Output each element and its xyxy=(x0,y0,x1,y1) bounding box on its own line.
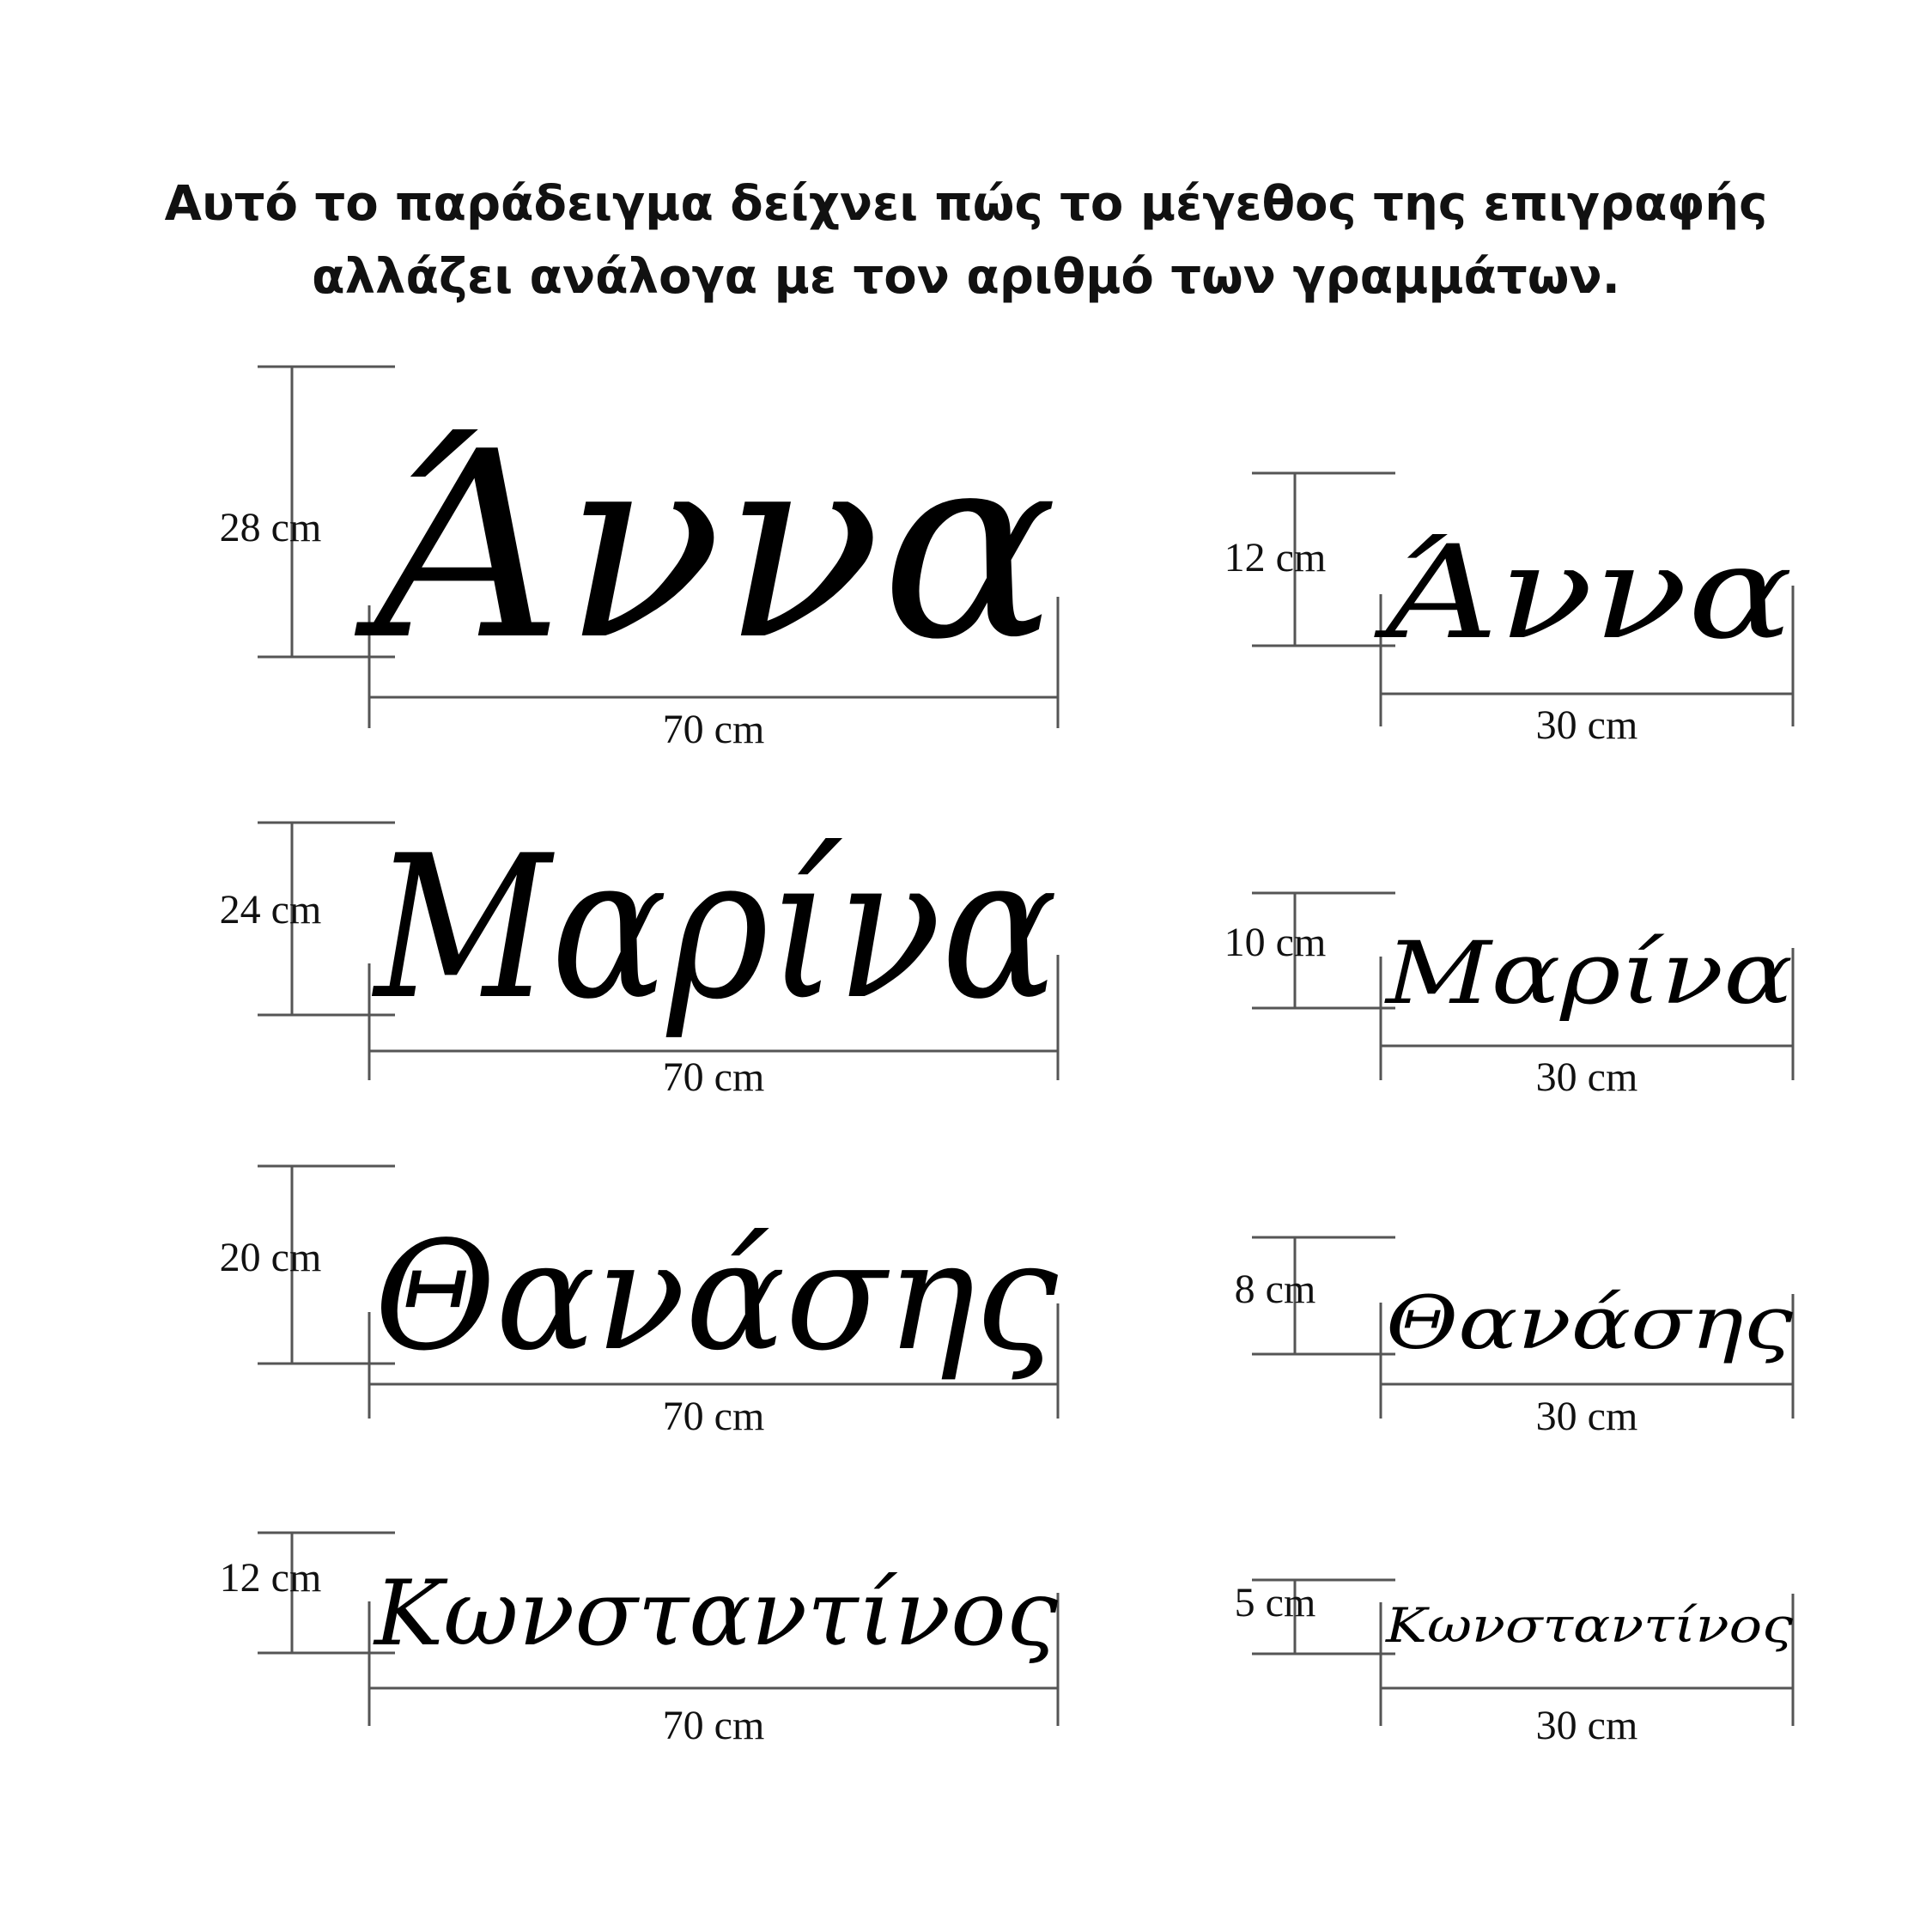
height-label: 12 cm xyxy=(1224,535,1327,580)
width-label: 30 cm xyxy=(1535,1054,1638,1100)
example-1-small xyxy=(1224,473,1793,748)
width-label: 70 cm xyxy=(662,1054,765,1100)
height-label: 12 cm xyxy=(219,1555,322,1601)
height-label: 5 cm xyxy=(1234,1580,1316,1625)
width-label: 70 cm xyxy=(662,707,765,752)
name-script: Μαρίνα xyxy=(1383,923,1793,1024)
name-script: Άννα xyxy=(354,397,1059,696)
width-label: 30 cm xyxy=(1535,1703,1638,1748)
name-script: Θανάσης xyxy=(374,1210,1059,1384)
name-script: Μαρίνα xyxy=(371,814,1058,1043)
heading-line-2: αλλάζει ανάλογα με τον αριθμό των γραμμάτων. xyxy=(312,249,1620,305)
width-label: 30 cm xyxy=(1535,1394,1638,1439)
example-1-large xyxy=(220,367,1058,752)
example-2-large xyxy=(220,814,1058,1100)
example-2-small xyxy=(1224,893,1793,1100)
name-script: Κωνσταντίνος xyxy=(372,1561,1059,1666)
height-label: 8 cm xyxy=(1234,1267,1316,1312)
height-label: 10 cm xyxy=(1224,920,1327,965)
name-script: Άννα xyxy=(1373,519,1793,668)
width-label: 30 cm xyxy=(1535,702,1638,748)
height-label: 28 cm xyxy=(219,505,322,550)
heading-line-1: Αυτό το παράδειγμα δείχνει πώς το μέγεθος της επιγραφής xyxy=(164,176,1768,232)
width-label: 70 cm xyxy=(662,1703,765,1748)
example-4-large xyxy=(220,1533,1059,1748)
height-label: 20 cm xyxy=(219,1235,322,1280)
height-label: 24 cm xyxy=(219,887,322,933)
example-4-small xyxy=(1235,1580,1794,1748)
width-label: 70 cm xyxy=(662,1394,765,1439)
name-script: Θανάσης xyxy=(1386,1281,1794,1366)
example-3-large xyxy=(220,1166,1059,1439)
example-3-small xyxy=(1235,1237,1794,1439)
name-script: Κωνσταντίνος xyxy=(1384,1598,1794,1653)
